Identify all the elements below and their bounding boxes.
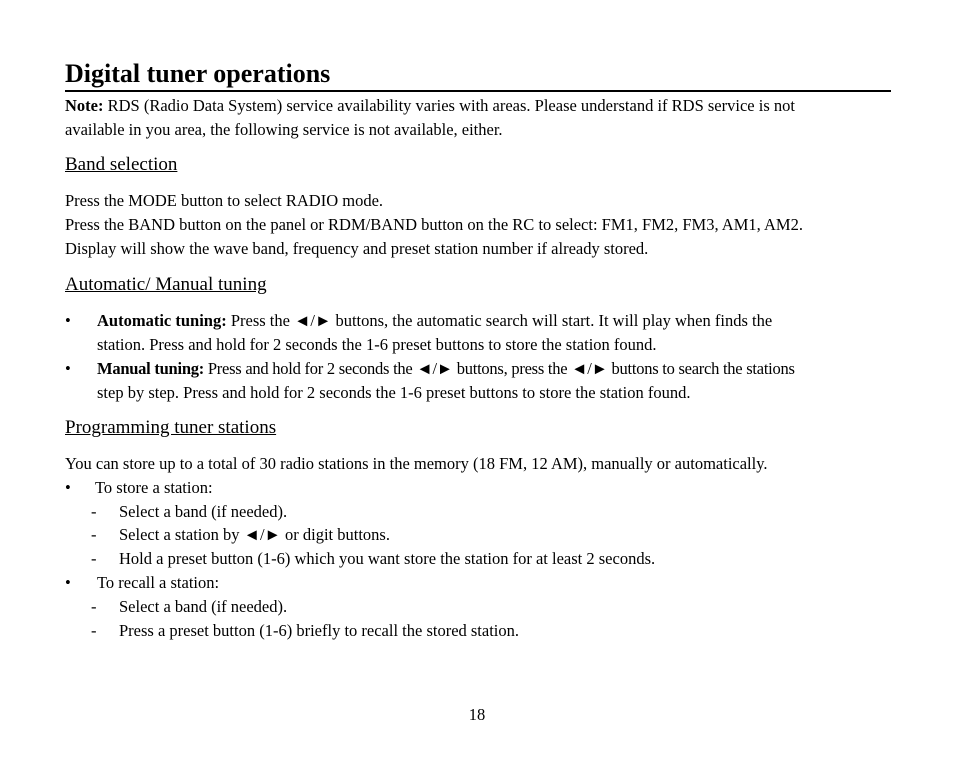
band-selection-line: Press the MODE button to select RADIO mode. [65,191,384,210]
manual-tuning-item [65,357,891,405]
tuning-heading: Automatic/ Manual tuning [65,274,267,295]
manual-tuning-text: Press and hold for 2 seconds the ◄/► buttons, press the ◄/► buttons to search the stations [204,359,795,378]
store-station-item [65,476,891,500]
dash-icon: - [91,597,97,616]
bullet-icon: • [65,359,71,378]
recall-station-item [65,571,891,595]
store-step [91,500,287,524]
note-text-line1: RDS (Radio Data System) service availability varies with areas. Please understand if RDS service is not [103,96,795,115]
store-step-text: Hold a preset button (1-6) which you want store the station for at least 2 seconds. [119,549,656,568]
dash-icon: - [91,621,97,640]
automatic-tuning-label: Automatic tuning: [97,311,227,330]
note-paragraph [65,94,795,118]
programming-intro: You can store up to a total of 30 radio stations in the memory (18 FM, 12 AM), manually or automatically. [65,454,768,473]
automatic-tuning-text-line2: station. Press and hold for 2 seconds the 1-6 preset buttons to store the station found. [97,335,657,354]
bullet-icon: • [65,311,71,330]
bullet-icon: • [65,573,71,592]
store-step-text: Select a band (if needed). [119,502,288,521]
recall-step [91,595,287,619]
note-text-line2: available in you area, the following service is not available, either. [65,120,503,139]
recall-step-text: Press a preset button (1-6) briefly to recall the stored station. [119,621,520,640]
store-step [91,547,655,571]
automatic-tuning-item [65,309,891,357]
note-label: Note: [65,96,104,115]
manual-tuning-label: Manual tuning: [97,359,204,378]
dash-icon: - [91,549,97,568]
band-selection-line: Press the BAND button on the panel or RDM/BAND button on the RC to select: FM1, FM2, FM3, AM1, AM2. [65,215,803,234]
bullet-icon: • [65,478,71,497]
dash-icon: - [91,502,97,521]
store-step [91,523,390,547]
page-number: 18 [468,705,486,724]
manual-tuning-text-line2: step by step. Press and hold for 2 seconds the 1-6 preset buttons to store the station found. [97,383,691,402]
recall-station-title: To recall a station: [97,573,220,592]
recall-step-text: Select a band (if needed). [119,597,288,616]
programming-heading: Programming tuner stations [65,417,277,438]
band-selection-line: Display will show the wave band, frequency and preset station number if already stored. [65,239,649,258]
dash-icon: - [91,525,97,544]
store-step-text: Select a station by ◄/► or digit buttons. [119,525,390,544]
automatic-tuning-text: Press the ◄/► buttons, the automatic search will start. It will play when finds the [226,311,773,330]
band-selection-heading: Band selection [65,154,178,175]
page-title: Digital tuner operations [65,58,891,92]
recall-step [91,619,519,643]
store-station-title: To store a station: [95,478,213,497]
